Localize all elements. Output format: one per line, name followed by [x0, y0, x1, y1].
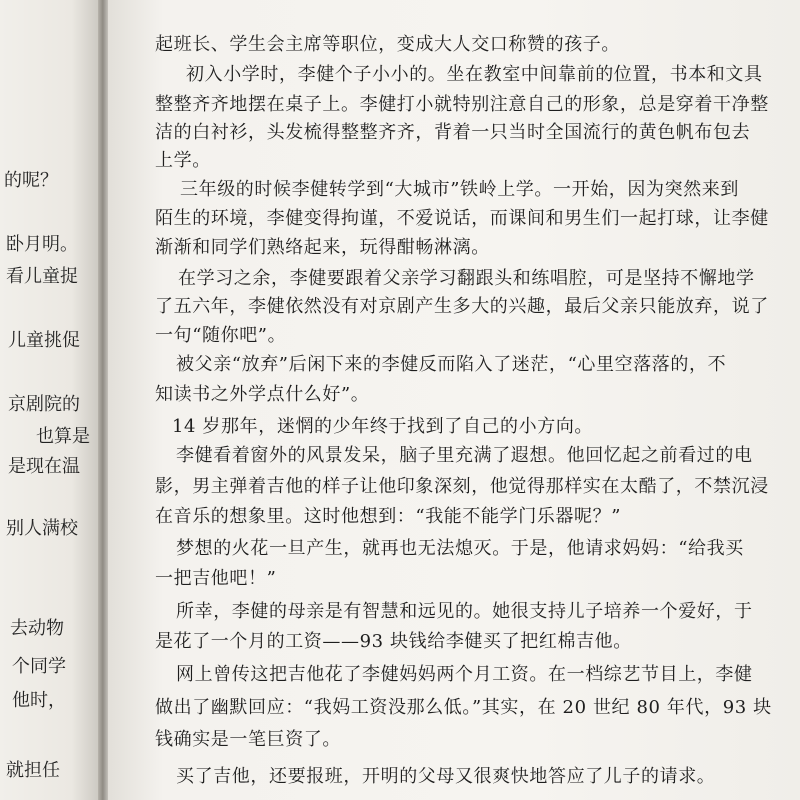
left-fragment: 儿童挑促: [8, 330, 80, 351]
text-line: 陌生的环境，李健变得拘谨，不爱说话，而课间和男生们一起打球，让李健: [155, 208, 769, 229]
text-line: 做出了幽默回应：“我妈工资没那么低。”其实，在 20 世纪 80 年代，93 块: [155, 697, 772, 718]
text-line: 初入小学时，李健个子小小的。坐在教室中间靠前的位置，书本和文具: [186, 64, 763, 85]
text-line: 三年级的时候李健转学到“大城市”铁岭上学。一开始，因为突然来到: [180, 179, 740, 200]
text-line: 是花了一个月的工资——93 块钱给李健买了把红棉吉他。: [155, 631, 632, 652]
left-fragment: 是现在温: [8, 456, 80, 477]
left-fragment: 的呢？: [4, 170, 58, 191]
left-fragment: 个同学: [12, 656, 66, 677]
text-line: 知读书之外学点什么好”。: [155, 384, 370, 405]
text-line: 钱确实是一笔巨资了。: [155, 729, 341, 750]
text-line: 在音乐的想象里。这时他想到：“我能不能学门乐器呢？”: [155, 506, 622, 527]
text-line: 洁的白衬衫，头发梳得整整齐齐，背着一只当时全国流行的黄色帆布包去: [155, 122, 751, 143]
text-line: 一句“随你吧”。: [155, 325, 287, 346]
text-line: 影，男主弹着吉他的样子让他印象深刻，他觉得那样实在太酷了，不禁沉浸: [155, 476, 769, 497]
text-line: 所幸，李健的母亲是有智慧和远见的。她很支持儿子培养一个爱好，于: [176, 601, 753, 622]
text-line: 被父亲“放弃”后闲下来的李健反而陷入了迷茫，“心里空落落的，不: [176, 354, 727, 375]
left-fragment: 卧月明。: [6, 234, 78, 255]
text-line: 在学习之余，李健要跟着父亲学习翻跟头和练唱腔，可是坚持不懈地学: [178, 268, 755, 289]
left-fragment: 京剧院的: [8, 394, 80, 415]
left-fragment: 他时，: [12, 690, 66, 711]
left-fragment: 就担任: [6, 760, 60, 781]
text-line: 李健看着窗外的风景发呆，脑子里充满了遐想。他回忆起之前看过的电: [176, 445, 753, 466]
text-line: 梦想的火花一旦产生，就再也无法熄灭。于是，他请求妈妈：“给我买: [176, 538, 744, 559]
text-line: 上学。: [155, 150, 211, 171]
text-line: 渐渐和同学们熟络起来，玩得酣畅淋漓。: [155, 237, 490, 258]
text-line: 14 岁那年，迷惘的少年终于找到了自己的小方向。: [172, 416, 594, 437]
text-line: 买了吉他，还要报班，开明的父母又很爽快地答应了儿子的请求。: [176, 766, 716, 787]
text-line: 网上曾传这把吉他花了李健妈妈两个月工资。在一档综艺节目上，李健: [176, 664, 753, 685]
text-line: 整整齐齐地摆在桌子上。李健打小就特别注意自己的形象，总是穿着干净整: [155, 94, 769, 115]
text-line: 一把吉他吧！”: [155, 568, 277, 589]
left-fragment: 也算是: [36, 426, 90, 447]
text-line: 起班长、学生会主席等职位，变成大人交口称赞的孩子。: [155, 34, 620, 55]
left-fragment: 别人满校: [6, 518, 78, 539]
left-page: [0, 0, 102, 800]
text-line: 了五六年，李健依然没有对京剧产生多大的兴趣，最后父亲只能放弃，说了: [155, 296, 769, 317]
left-fragment: 去动物: [10, 618, 64, 639]
left-fragment: 看儿童捉: [6, 266, 78, 287]
